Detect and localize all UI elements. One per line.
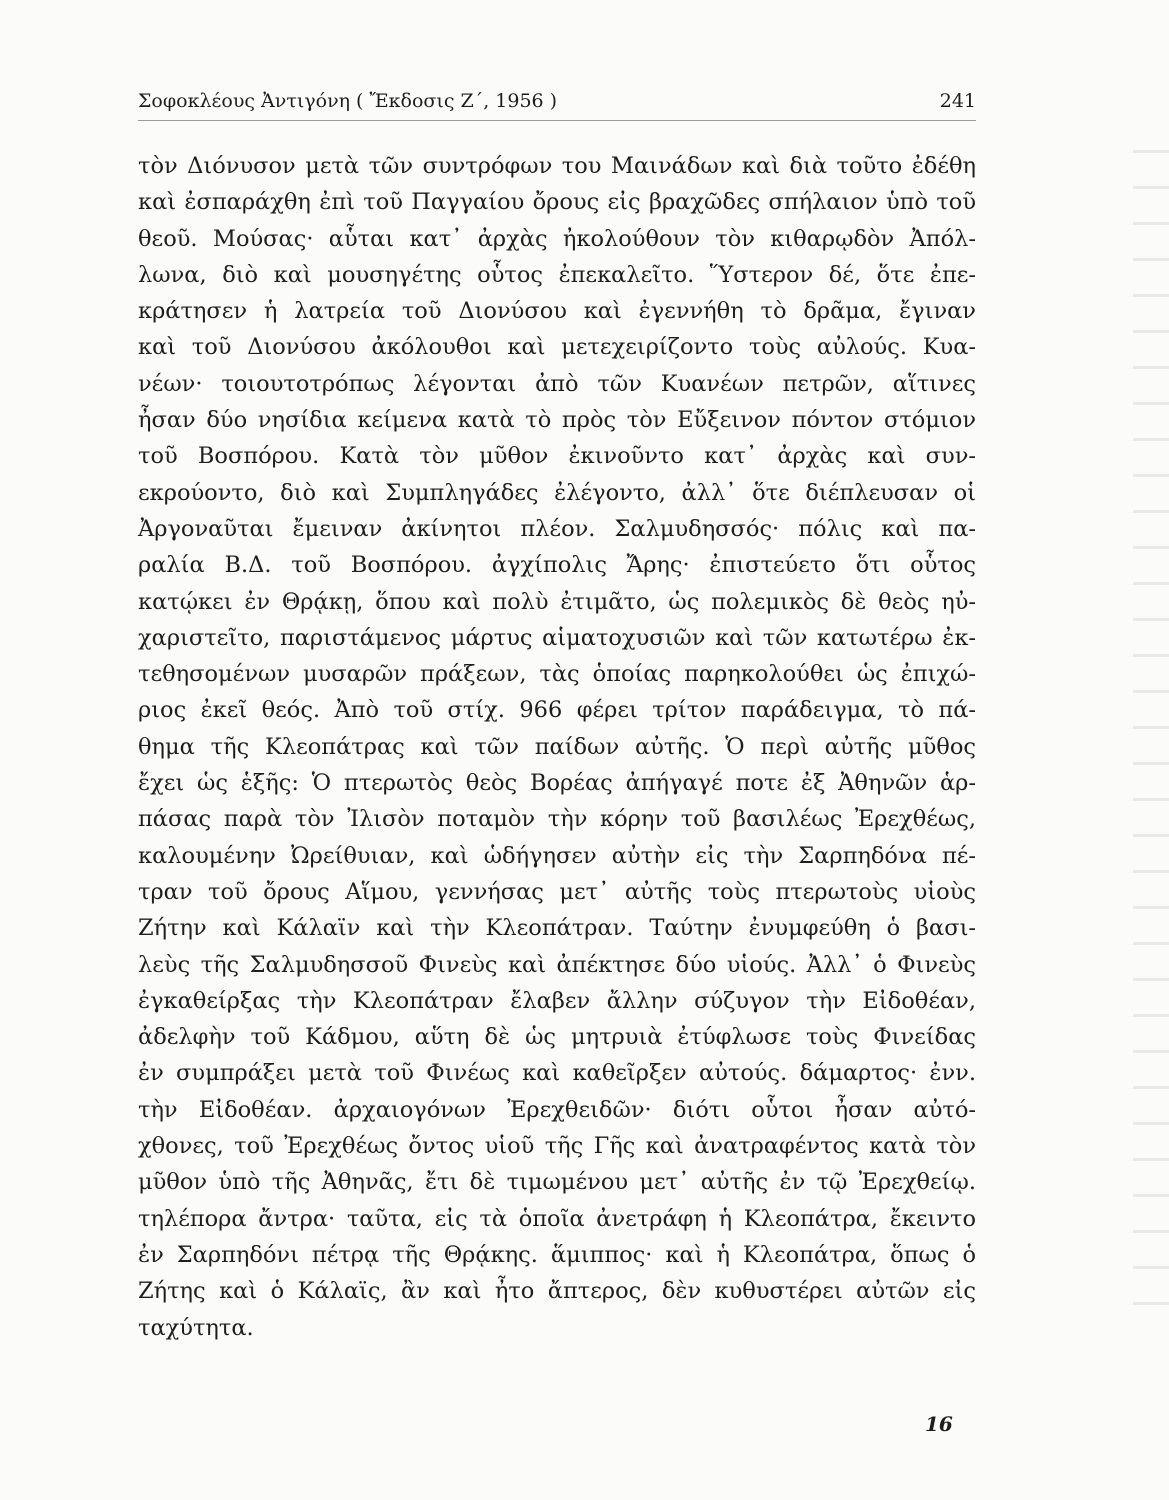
text-line: λωνα, διὸ καὶ μουσηγέτης οὗτος ἐπεκαλεῖτο. Ὕστερον δέ, ὅτε ἐπε-	[138, 261, 976, 288]
text-line: κατῴκει ἐν Θρᾴκῃ, ὅπου καὶ πολὺ ἐτιμᾶτο, ὡς πολεμικὸς δὲ θεὸς ηὐ-	[138, 588, 976, 615]
text-line: Ἀργοναῦται ἔμειναν ἀκίνητοι πλέον. Σαλμυδησσός· πόλις καὶ πα-	[138, 515, 976, 542]
text-line: ἦσαν δύο νησίδια κείμενα κατὰ τὸ πρὸς τὸν Εὔξεινον πόντον στόμιον	[138, 407, 976, 434]
text-line: χαριστεῖτο, παριστάμενος μάρτυς αἱματοχυσιῶν καὶ τῶν κατωτέρω ἐκ-	[138, 624, 976, 651]
text-line: τραν τοῦ ὄρους Αἵμου, γεννήσας μετ᾽ αὐτῆς τοὺς πτερωτοὺς υἱοὺς	[138, 878, 976, 905]
text-line: τὴν Εἰδοθέαν. ἀρχαιογόνων Ἐρεχθειδῶν· διότι οὗτοι ἦσαν αὐτό-	[138, 1096, 976, 1123]
signature-folio: 16	[925, 1412, 953, 1436]
text-line: μῦθον ὑπὸ τῆς Ἀθηνᾶς, ἔτι δὲ τιμωμένου μετ᾽ αὐτῆς ἐν τῷ Ἐρεχθείῳ.	[138, 1169, 976, 1196]
text-line: εκρούοντο, διὸ καὶ Συμπληγάδες ἐλέγοντο, ἀλλ᾽ ὅτε διέπλευσαν οἱ	[138, 479, 976, 506]
commentary-text	[138, 148, 976, 1346]
text-line: κράτησεν ἡ λατρεία τοῦ Διονύσου καὶ ἐγεννήθη τὸ δρᾶμα, ἔγιναν	[138, 298, 976, 325]
text-line: τεθησομένων μυσαρῶν πράξεων, τὰς ὁποίας παρηκολούθει ὡς ἐπιχώ-	[138, 661, 976, 688]
text-line: τὸν Διόνυσον μετὰ τῶν συντρόφων του Μαινάδων καὶ διὰ τοῦτο ἐδέθη	[138, 153, 976, 179]
text-line: καὶ τοῦ Διονύσου ἀκόλουθοι καὶ μετεχειρίζοντο τοὺς αὐλούς. Κυα-	[138, 334, 976, 361]
text-line: χθονες, τοῦ Ἐρεχθέως ὄντος υἱοῦ τῆς Γῆς καὶ ἀνατραφέντος κατὰ τὸν	[138, 1133, 976, 1160]
text-line: πάσας παρὰ τὸν Ἰλισὸν ποταμὸν τὴν κόρην τοῦ βασιλέως Ἐρεχθέως,	[138, 806, 976, 833]
running-title: Σοφοκλέους Ἀντιγόνη ( Ἔκδοσις Ζ΄, 1956 )	[138, 90, 558, 112]
text-line: τοῦ Βοσπόρου. Κατὰ τὸν μῦθον ἐκινοῦντο κατ᾽ ἀρχὰς καὶ συν-	[138, 443, 976, 470]
text-line: ριος ἐκεῖ θεός. Ἀπὸ τοῦ στίχ. 966 φέρει τρίτον παράδειγμα, τὸ πά-	[138, 697, 976, 724]
text-line: Ζήτης καὶ ὁ Κάλαϊς, ἂν καὶ ἦτο ἄπτερος, δὲν κυθυστέρει αὐτῶν εἰς	[138, 1278, 976, 1305]
text-line: ἐν συμπράξει μετὰ τοῦ Φινέως καὶ καθεῖρξεν αὐτούς. δάμαρτος· ἐνν.	[138, 1060, 976, 1087]
text-line: τηλέπορα ἄντρα· ταῦτα, εἰς τὰ ὁποῖα ἀνετράφη ἡ Κλεοπάτρα, ἔκειντο	[138, 1205, 976, 1232]
text-line: θεοῦ. Μούσας· αὗται κατ᾽ ἀρχὰς ἠκολούθουν τὸν κιθαρῳδὸν Ἀπόλ-	[138, 225, 976, 252]
text-line: ἐν Σαρπηδόνι πέτρᾳ τῆς Θρᾴκης. ἅμιππος· καὶ ἡ Κλεοπάτρα, ὅπως ὁ	[138, 1241, 976, 1268]
text-line: Ζήτην καὶ Κάλαϊν καὶ τὴν Κλεοπάτραν. Ταύτην ἐνυμφεύθη ὁ βασι-	[138, 915, 976, 942]
text-line: λεὺς τῆς Σαλμυδησσοῦ Φινεὺς καὶ ἀπέκτησε δύο υἱούς. Ἀλλ᾽ ὁ Φινεὺς	[138, 951, 976, 978]
text-line: ἐγκαθείρξας τὴν Κλεοπάτραν ἔλαβεν ἄλλην σύζυγον τὴν Εἰδοθέαν,	[138, 987, 976, 1014]
text-line: νέων· τοιουτοτρόπως λέγονται ἀπὸ τῶν Κυανέων πετρῶν, αἵτινες	[138, 370, 976, 397]
text-line: ἀδελφὴν τοῦ Κάδμου, αὕτη δὲ ὡς μητρυιὰ ἐτύφλωσε τοὺς Φινείδας	[138, 1024, 976, 1051]
bleed-through-text	[1133, 150, 1169, 1330]
running-header	[138, 90, 976, 121]
text-line: καλουμένην Ὠρείθυιαν, καὶ ὡδήγησεν αὐτὴν εἰς τὴν Σαρπηδόνα πέ-	[138, 842, 976, 869]
page-number: 241	[939, 90, 976, 112]
text-line: ραλία Β.Δ. τοῦ Βοσπόρου. ἀγχίπολις Ἄρης· ἐπιστεύετο ὅτι οὗτος	[138, 552, 976, 579]
text-line: θημα τῆς Κλεοπάτρας καὶ τῶν παίδων αὐτῆς. Ὁ περὶ αὐτῆς μῦθος	[138, 733, 976, 760]
text-line: καὶ ἐσπαράχθη ἐπὶ τοῦ Παγγαίου ὄρους εἰς βραχῶδες σπήλαιον ὑπὸ τοῦ	[138, 189, 976, 216]
text-line: ταχύτητα.	[138, 1314, 254, 1341]
text-line: ἔχει ὡς ἑξῆς: Ὁ πτερωτὸς θεὸς Βορέας ἀπήγαγέ ποτε ἐξ Ἀθηνῶν ἁρ-	[138, 770, 976, 797]
